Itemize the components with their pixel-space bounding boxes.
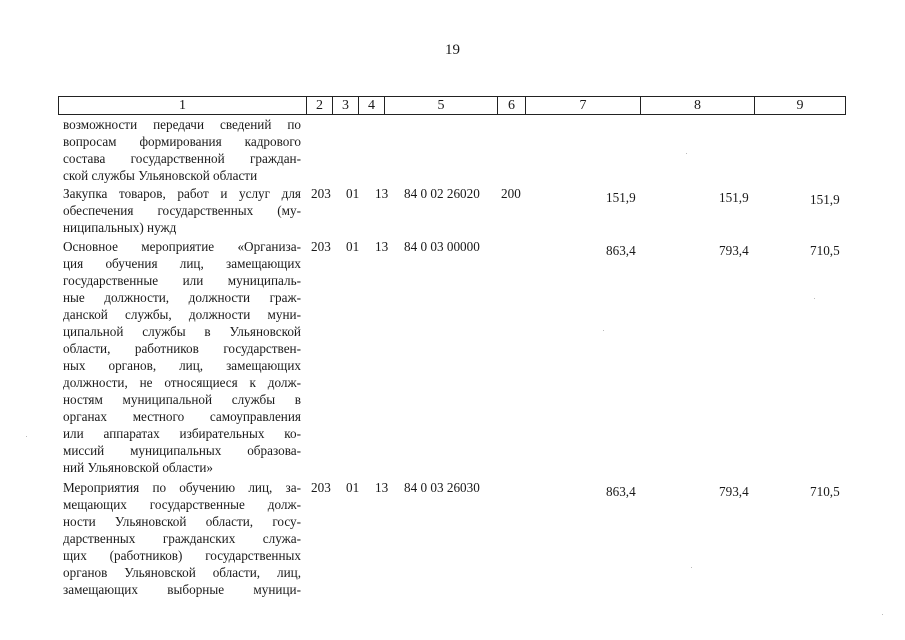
description-line: ные должности, должности граж-	[63, 290, 301, 305]
description-line: дарственных гражданских служа-	[63, 531, 301, 546]
description-line: замещающих выборные муници-	[63, 582, 301, 597]
scan-speck	[26, 436, 27, 437]
header-col-5: 5	[385, 97, 498, 114]
cell-target-code: 84 0 02 26020	[404, 186, 480, 201]
header-col-9: 9	[796, 98, 804, 113]
cell-amount-8: 793,4	[719, 243, 749, 258]
cell-target-code: 84 0 03 26030	[404, 480, 480, 495]
table-row-description	[63, 479, 301, 598]
description-line: органов Ульяновской области, лиц,	[63, 565, 301, 580]
description-line: обеспечения государственных (му-	[63, 203, 301, 218]
scan-speck	[686, 153, 687, 154]
description-line: ция обучения лиц, замещающих	[63, 256, 301, 271]
description-line: государственные или муниципаль-	[63, 273, 301, 288]
description-line: органах местного самоуправления	[63, 409, 301, 424]
header-col-3: 3	[333, 97, 359, 114]
cell-subsection: 01	[346, 480, 360, 495]
description-line: мещающих государственные долж-	[63, 497, 301, 512]
table-header-row	[58, 96, 846, 115]
description-line: ных органов, лиц, замещающих	[63, 358, 301, 373]
description-line: или аппаратах избирательных ко-	[63, 426, 301, 441]
scan-speck	[882, 614, 883, 615]
cell-amount-9: 710,5	[810, 243, 840, 258]
description-line: ципальной службы в Ульяновской	[63, 324, 301, 339]
cell-amount-9: 710,5	[810, 484, 840, 499]
cell-target-code: 84 0 03 00000	[404, 239, 480, 254]
page-number: 19	[445, 42, 460, 58]
cell-section: 203	[311, 480, 331, 495]
description-line: состава государственной граждан-	[63, 151, 301, 166]
cell-section: 203	[311, 239, 331, 254]
description-line: Основное мероприятие «Организа-	[63, 239, 301, 254]
description-line: Мероприятия по обучению лиц, за-	[63, 480, 301, 495]
description-line: миссий муниципальных образова-	[63, 443, 301, 458]
description-line: щих (работников) государственных	[63, 548, 301, 563]
cell-amount-9: 151,9	[810, 192, 840, 207]
cell-amount-8: 793,4	[719, 484, 749, 499]
header-col-6: 6	[498, 97, 526, 114]
cell-amount-8: 151,9	[719, 190, 749, 205]
description-line: ностям муниципальной службы в	[63, 392, 301, 407]
table-row-description	[63, 238, 301, 476]
cell-subsection-2: 13	[375, 186, 389, 201]
description-line: ской службы Ульяновской области	[63, 168, 258, 183]
header-col-7: 7	[526, 97, 641, 114]
cell-section: 203	[311, 186, 331, 201]
cell-amount-7: 863,4	[606, 484, 636, 499]
cell-expense-type: 200	[501, 186, 521, 201]
cell-subsection-2: 13	[375, 480, 389, 495]
description-line: данской службы, должности муни-	[63, 307, 301, 322]
description-line: возможности передачи сведений по	[63, 117, 301, 132]
description-line: Закупка товаров, работ и услуг для	[63, 186, 301, 201]
header-col-8: 8	[641, 97, 755, 114]
scan-speck	[814, 298, 815, 299]
table-row-description	[63, 185, 301, 236]
cell-amount-7: 151,9	[606, 190, 636, 205]
header-col-1: 1	[59, 97, 307, 114]
description-line: области, работников государствен-	[63, 341, 301, 356]
description-line: ниципальных) нужд	[63, 220, 177, 235]
description-line: вопросам формирования кадрового	[63, 134, 301, 149]
cell-amount-7: 863,4	[606, 243, 636, 258]
cell-subsection-2: 13	[375, 239, 389, 254]
description-line: ний Ульяновской области»	[63, 460, 213, 475]
description-line: ности Ульяновской области, госу-	[63, 514, 301, 529]
scan-speck	[691, 567, 692, 568]
cell-subsection: 01	[346, 186, 360, 201]
description-line: должности, не относящиеся к долж-	[63, 375, 301, 390]
header-col-2: 2	[307, 97, 333, 114]
scan-speck	[603, 330, 604, 331]
header-col-4: 4	[359, 97, 385, 114]
table-row-description	[63, 116, 301, 184]
cell-subsection: 01	[346, 239, 360, 254]
